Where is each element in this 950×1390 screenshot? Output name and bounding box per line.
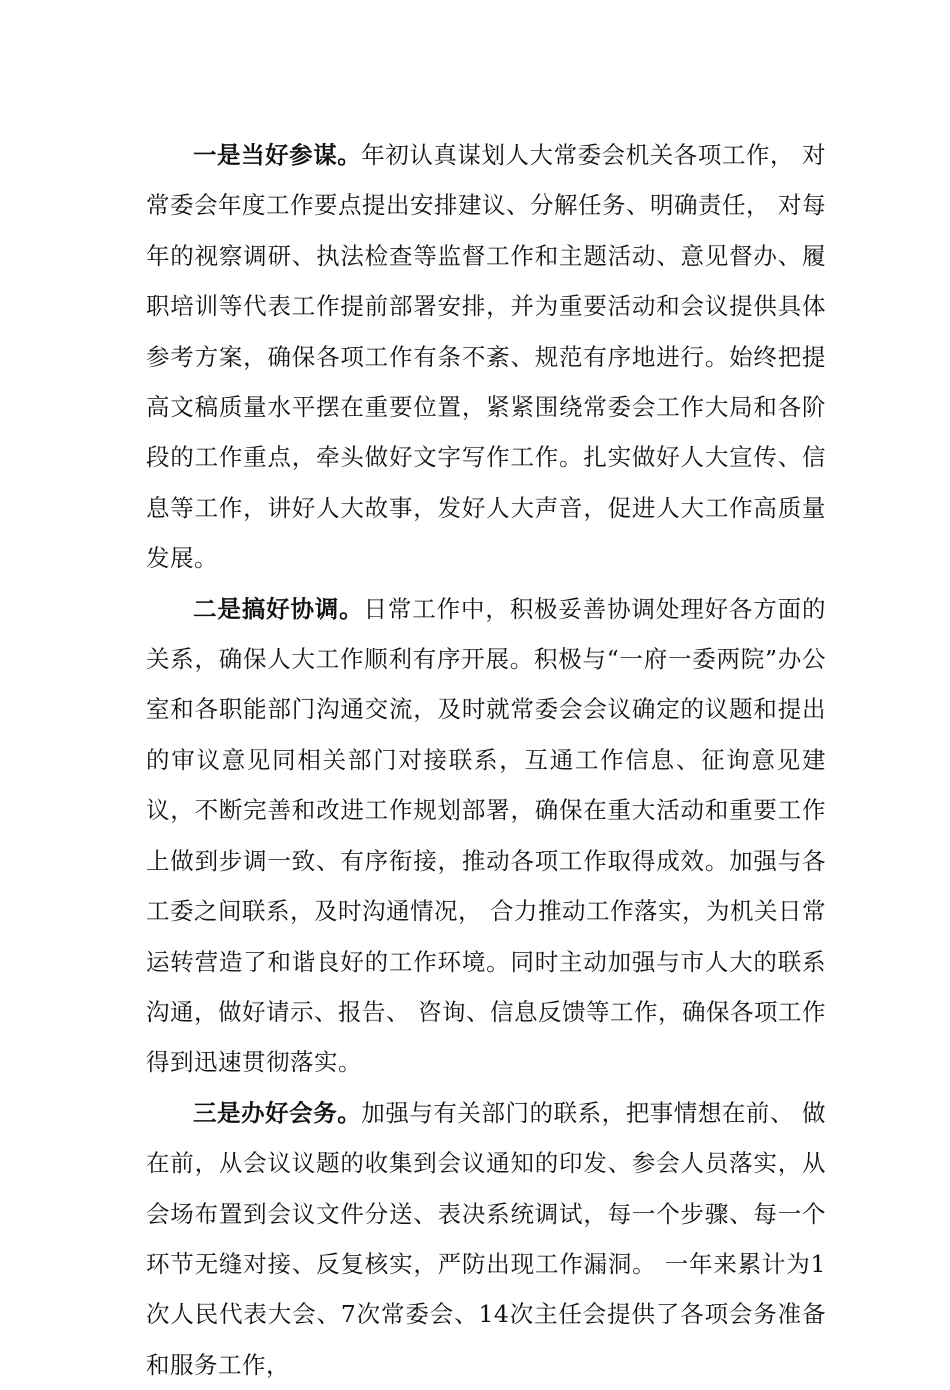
paragraph-lead: 一是当好参谋。	[193, 141, 362, 169]
paragraph-text: 加强与有关部门的联系，把事情想在前、 做在前，从会议议题的收集到会议通知的印发、参会人员落实，从会场布置到会议文件分送、表决系统调试，每一个步骤、每一个环节无缝对接、反复核实，严防出现工作漏洞。 一年来累计为1次人民代表大会、7次常委会、14次主任会提供了各项会务准备和服务工作，	[146, 1098, 826, 1379]
paragraph-text: 年初认真谋划人大常委会机关各项工作， 对常委会年度工作要点提出安排建议、分解任务、明确责任， 对每年的视察调研、执法检查等监督工作和主题活动、意见督办、履职培训等代表工作提前部署安排，并为重要活动和会议提供具体参考方案，确保各项工作有条不紊、规范有序地进行。始终把提高文稿质量水平摆在重要位置，紧紧围绕常委会工作大局和各阶段的工作重点，牵头做好文字写作工作。扎实做好人大宣传、信息等工作，讲好人大故事，发好人大声音，促进人大工作高质量发展。	[146, 141, 826, 573]
paragraph-advisor	[146, 130, 826, 584]
paragraph-lead: 三是办好会务。	[193, 1098, 362, 1127]
paragraph-text: 日常工作中，积极妥善协调处理好各方面的关系，确保人大工作顺利有序开展。积极与“一府一委两院”办公室和各职能部门沟通交流，及时就常委会会议确定的议题和提出的审议意见同相关部门对接联系，互通工作信息、征询意见建议，不断完善和改进工作规划部署，确保在重大活动和重要工作上做到步调一致、有序衔接，推动各项工作取得成效。加强与各工委之间联系，及时沟通情况， 合力推动工作落实，为机关日常运转营造了和谐良好的工作环境。同时主动加强与市人大的联系沟通，做好请示、报告、 咨询、信息反馈等工作，确保各项工作得到迅速贯彻落实。	[146, 594, 827, 1077]
paragraph-lead: 二是搞好协调。	[193, 594, 364, 623]
paragraph-coordination	[146, 584, 826, 1088]
document-body	[146, 130, 826, 1390]
paragraph-meetings	[146, 1088, 826, 1390]
